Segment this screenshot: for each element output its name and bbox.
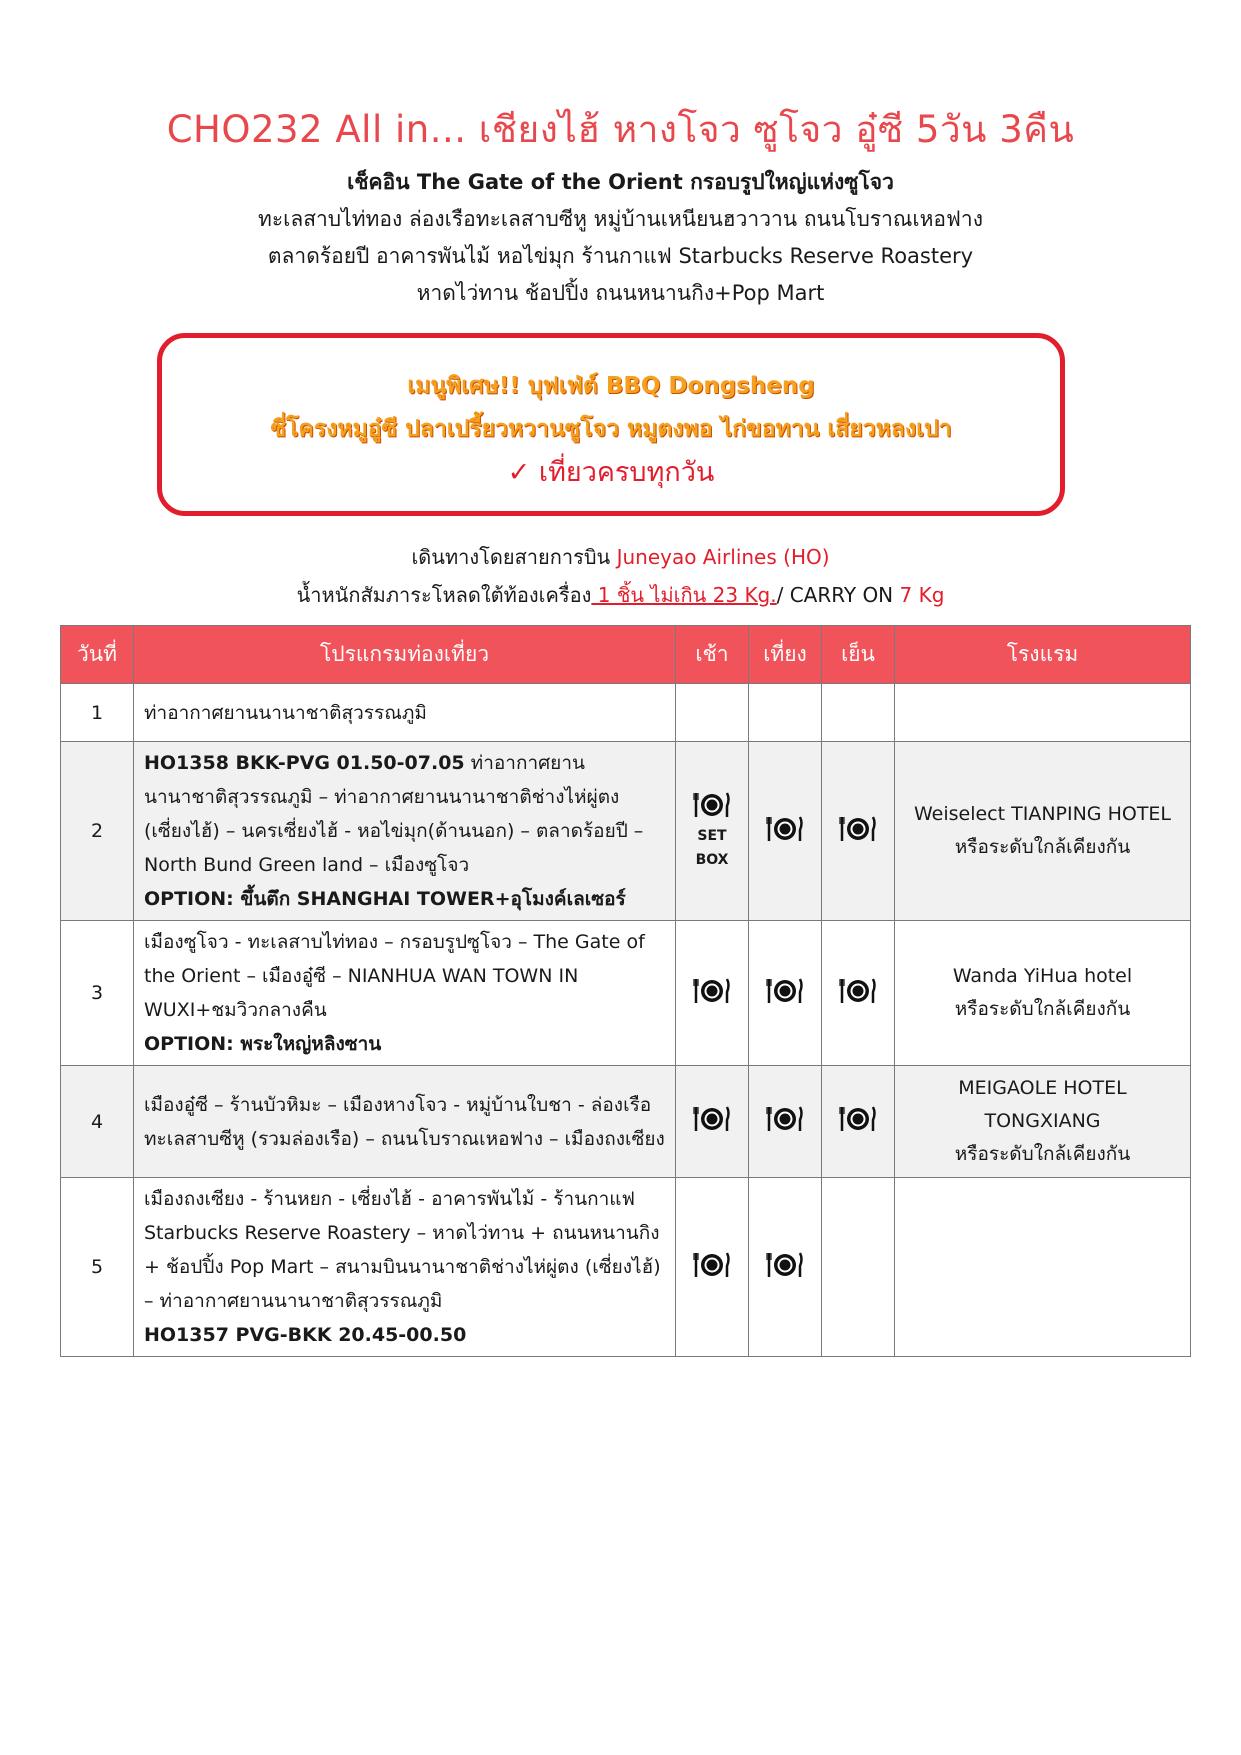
meal-icon: [839, 977, 877, 1010]
set-box-label: BOX: [695, 851, 729, 868]
meal-icon: [766, 977, 804, 1010]
carry-on-label: / CARRY ON: [776, 583, 900, 607]
hotel-cell: [895, 684, 1191, 742]
header-hotel: โรงแรม: [895, 626, 1191, 684]
table-row: [61, 742, 1191, 921]
breakfast-cell: [676, 684, 749, 742]
promo-dishes: ซี่โครงหมูอู๋ซี ปลาเปรี้ยวหวานซูโจว หมูตงพอ ไก่ขอทาน เสี่ยวหลงเปา: [270, 416, 952, 442]
breakfast-cell: [676, 1178, 749, 1357]
day-program: [134, 1178, 676, 1357]
program-text: เมืองซูโจว - ทะเลสาบไท่ทอง – กรอบรูปซูโจว – The Gate of the Orient – เมืองอู๋ซี – NIANHUA WAN TOWN IN WUXI+ชมวิวกลางคืน: [144, 931, 645, 1021]
meal-icon: [693, 1105, 731, 1138]
outbound-flight: HO1358 BKK-PVG 01.50-07.05: [144, 752, 465, 774]
baggage-allowance: 1 ชิ้น ไม่เกิน 23 Kg.: [591, 583, 777, 607]
header-day: วันที่: [61, 626, 134, 684]
hotel-cell: [895, 1066, 1191, 1178]
table-row: [61, 1178, 1191, 1357]
return-flight: HO1357 PVG-BKK 20.45-00.50: [144, 1324, 467, 1346]
promo-special-menu: เมนูพิเศษ!! บุฟเฟ่ต์ BBQ Dongsheng: [407, 373, 815, 399]
highlight-line-1: ทะเลสาบไท่ทอง ล่องเรือทะเลสาบซีหู หมู่บ้านเหนียนฮวาวาน ถนนโบราณเหอฟาง: [258, 207, 983, 231]
dinner-cell: [822, 742, 895, 921]
day-number: 4: [61, 1066, 134, 1178]
meal-icon: [839, 815, 877, 848]
day-number: 2: [61, 742, 134, 921]
airline-info: [0, 541, 1241, 573]
promo-box: [157, 333, 1065, 516]
program-text: เมืองถงเซียง - ร้านหยก - เซี่ยงไฮ้ - อาคารพันไม้ - ร้านกาแฟ Starbucks Reserve Roastery – หาดไว่ทาน + ถนนหนานกิง + ช้อปปิ้ง Pop Mart – สนามบินนานาชาติช่างไห่ผู่ตง (เซี่ยงไฮ้) – ท่าอากาศยานนานาชาติสุวรรณภูมิ: [144, 1188, 661, 1312]
highlight-line-3: หาดไว่ทาน ช้อปปิ้ง ถนนหนานกิง+Pop Mart: [416, 281, 825, 305]
page-title: CHO232 All in... เชียงไฮ้ หางโจว ซูโจว อู๋ซี 5วัน 3คืน: [166, 108, 1075, 151]
dinner-cell: [822, 1178, 895, 1357]
meal-icon: [693, 1251, 731, 1284]
lunch-cell: [749, 1178, 822, 1357]
meal-icon: [766, 1105, 804, 1138]
hotel-note: หรือระดับใกล้เคียงกัน: [954, 836, 1131, 858]
hotel-cell: [895, 921, 1191, 1066]
airline-name: Juneyao Airlines (HO): [616, 545, 830, 569]
breakfast-cell: [676, 921, 749, 1066]
program-option: OPTION: ขึ้นตึก SHANGHAI TOWER+อุโมงค์เลเซอร์: [144, 888, 626, 910]
program-text: ท่าอากาศยานนานาชาติสุวรรณภูมิ – ท่าอากาศยานนานาชาติช่างไห่ผู่ตง (เซี่ยงไฮ้) – นครเซี่ยงไฮ้ - หอไข่มุก(ด้านนอก) – ตลาดร้อยปี – North Bund Green land – เมืองซูโจว: [144, 752, 644, 876]
day-program: [134, 742, 676, 921]
breakfast-cell: [676, 1066, 749, 1178]
day-number: 1: [61, 684, 134, 742]
meal-icon: [766, 815, 804, 848]
day-number: 5: [61, 1178, 134, 1357]
baggage-info: [0, 579, 1241, 611]
lunch-cell: [749, 921, 822, 1066]
hotel-name: MEIGAOLE HOTEL: [958, 1077, 1127, 1099]
set-box-label: SET: [697, 827, 727, 844]
table-row: [61, 921, 1191, 1066]
carry-on-weight: 7 Kg: [899, 583, 945, 607]
header-dinner: เย็น: [822, 626, 895, 684]
day-program: [134, 921, 676, 1066]
airline-prefix: เดินทางโดยสายการบิน: [411, 545, 617, 569]
header-program: โปรแกรมท่องเที่ยว: [134, 626, 676, 684]
day-program: เมืองอู๋ซี – ร้านบัวหิมะ – เมืองหางโจว - หมู่บ้านใบชา - ล่องเรือทะเลสาบซีหู (รวมล่องเรือ) – ถนนโบราณเหอฟาง – เมืองถงเซียง: [134, 1066, 676, 1178]
hotel-cell: [895, 1178, 1191, 1357]
itinerary-table: [60, 625, 1191, 1357]
table-row: [61, 684, 1191, 742]
table-row: [61, 1066, 1191, 1178]
subtitle-highlight: เช็คอิน The Gate of the Orient กรอบรูปใหญ่แห่งซูโจว: [347, 170, 894, 194]
lunch-cell: [749, 684, 822, 742]
header-breakfast: เช้า: [676, 626, 749, 684]
day-number: 3: [61, 921, 134, 1066]
hotel-note: หรือระดับใกล้เคียงกัน: [954, 998, 1131, 1020]
breakfast-cell: [676, 742, 749, 921]
baggage-prefix: น้ำหนักสัมภาระโหลดใต้ท้องเครื่อง: [296, 583, 592, 607]
promo-full-tour: ✓ เที่ยวครบทุกวัน: [507, 457, 715, 488]
program-option: OPTION: พระใหญ่หลิงซาน: [144, 1033, 382, 1055]
hotel-note: หรือระดับใกล้เคียงกัน: [954, 1143, 1131, 1165]
meal-icon: [693, 977, 731, 1010]
dinner-cell: [822, 684, 895, 742]
dinner-cell: [822, 921, 895, 1066]
day-program: ท่าอากาศยานนานาชาติสุวรรณภูมิ: [134, 684, 676, 742]
lunch-cell: [749, 1066, 822, 1178]
hotel-cell: [895, 742, 1191, 921]
lunch-cell: [749, 742, 822, 921]
hotel-name-line2: TONGXIANG: [984, 1110, 1101, 1132]
hotel-name: Weiselect TIANPING HOTEL: [913, 803, 1172, 825]
meal-icon: [693, 791, 731, 824]
hotel-name: Wanda YiHua hotel: [952, 965, 1133, 987]
table-header-row: [61, 626, 1191, 684]
highlight-line-2: ตลาดร้อยปี อาคารพันไม้ หอไข่มุก ร้านกาแฟ Starbucks Reserve Roastery: [267, 244, 974, 268]
meal-icon: [766, 1251, 804, 1284]
header-lunch: เที่ยง: [749, 626, 822, 684]
meal-icon: [839, 1105, 877, 1138]
dinner-cell: [822, 1066, 895, 1178]
